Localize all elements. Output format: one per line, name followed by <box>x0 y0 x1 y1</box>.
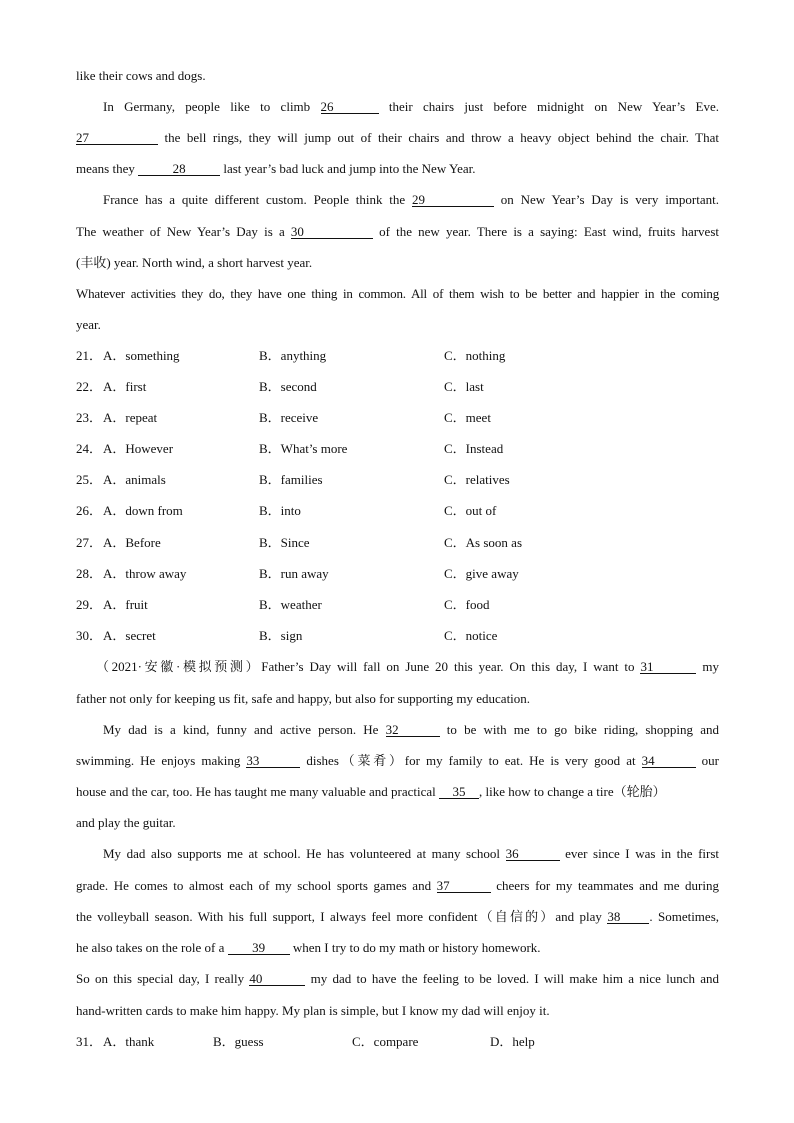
option-a[interactable]: A．something <box>103 348 180 363</box>
passage-line <box>76 224 719 240</box>
option-b[interactable]: B．weather <box>259 597 322 612</box>
text: and play the guitar. <box>76 815 176 830</box>
text: means they <box>76 161 139 176</box>
text: of the new year. There is a saying: East wind, fruits harvest <box>372 224 719 239</box>
text: grade. He comes to almost each of my school sports games and <box>76 878 437 893</box>
question-number: 24． <box>76 441 103 456</box>
option-b[interactable]: B．guess <box>213 1034 264 1049</box>
option-b[interactable]: B．receive <box>259 410 319 425</box>
blank-36[interactable]: 36 <box>506 847 560 861</box>
question-number: 21． <box>76 348 103 363</box>
blank-34[interactable]: 34 <box>642 754 696 768</box>
text: my <box>696 659 719 674</box>
passage-line <box>76 161 719 177</box>
question-row <box>76 410 719 426</box>
passage-line <box>76 1003 719 1019</box>
option-c[interactable]: C．out of <box>444 503 497 518</box>
question-row <box>76 441 719 457</box>
passage-line <box>76 130 719 146</box>
option-a[interactable]: A．fruit <box>103 597 148 612</box>
passage-line <box>76 317 719 333</box>
passage-line <box>103 192 719 208</box>
blank-32[interactable]: 32 <box>386 723 440 737</box>
option-b[interactable]: B．second <box>259 379 317 394</box>
option-c[interactable]: C．compare <box>352 1034 419 1049</box>
text: to be with me to go bike riding, shopping and <box>439 722 719 737</box>
text: The weather of New Year’s Day is a <box>76 224 291 239</box>
blank-26[interactable]: 26 <box>321 100 379 114</box>
blank-35[interactable]: 35 <box>439 785 479 799</box>
option-a[interactable]: A．secret <box>103 628 156 643</box>
text: on New Year’s Day is very important. <box>493 192 719 207</box>
option-c[interactable]: C．notice <box>444 628 498 643</box>
text: my dad to have the feeling to be loved. I will make him a nice lunch and <box>305 971 719 986</box>
option-b[interactable]: B．What’s more <box>259 441 348 456</box>
text: dishes（菜肴）for my family to eat. He is very good at <box>300 753 642 768</box>
text: My dad is a kind, funny and active person. He <box>103 722 386 737</box>
question-number: 27． <box>76 535 103 550</box>
option-a[interactable]: A．animals <box>103 472 166 487</box>
question-row <box>76 348 719 364</box>
option-a[interactable]: A．first <box>103 379 147 394</box>
text: So on this special day, I really <box>76 971 250 986</box>
text: like their cows and dogs. <box>76 68 206 83</box>
blank-39[interactable]: 39 <box>228 941 290 955</box>
text: cheers for my teammates and me during <box>490 878 719 893</box>
option-a[interactable]: A．Before <box>103 535 161 550</box>
passage-line <box>76 255 719 271</box>
blank-29[interactable]: 29 <box>412 193 494 207</box>
passage-line <box>76 909 719 925</box>
question-row <box>76 379 719 395</box>
question-number: 31． <box>76 1034 103 1049</box>
option-b[interactable]: B．families <box>259 472 323 487</box>
text: house and the car, too. He has taught me many valuable and practical <box>76 784 439 799</box>
text: hand-written cards to make him happy. My plan is simple, but I know my dad will enjoy it. <box>76 1003 550 1018</box>
option-b[interactable]: B．run away <box>259 566 329 581</box>
blank-37[interactable]: 37 <box>437 879 491 893</box>
text: France has a quite different custom. People think the <box>103 192 412 207</box>
text: (丰收) year. North wind, a short harvest year. <box>76 255 313 270</box>
blank-28[interactable]: 28 <box>138 162 220 176</box>
question-number: 30． <box>76 628 103 643</box>
passage-line <box>76 815 719 831</box>
text: last year’s bad luck and jump into the New Year. <box>220 161 476 176</box>
text: their chairs just before midnight on New Year’s Eve. <box>378 99 719 114</box>
passage-line <box>76 286 719 302</box>
question-number: 22． <box>76 379 103 394</box>
option-c[interactable]: C．food <box>444 597 490 612</box>
blank-33[interactable]: 33 <box>246 754 300 768</box>
passage-line <box>76 784 719 800</box>
option-b[interactable]: B．Since <box>259 535 310 550</box>
option-c[interactable]: C．meet <box>444 410 491 425</box>
option-a[interactable]: A．down from <box>103 503 183 518</box>
option-c[interactable]: C．As soon as <box>444 535 523 550</box>
option-b[interactable]: B．sign <box>259 628 303 643</box>
question-row <box>76 597 719 613</box>
text: he also takes on the role of a <box>76 940 228 955</box>
text: father not only for keeping us fit, safe and happy, but also for supporting my education. <box>76 691 531 706</box>
passage-line <box>103 99 719 115</box>
question-row <box>76 472 719 488</box>
text: when I try to do my math or history homework. <box>289 940 541 955</box>
blank-38[interactable]: 38 <box>607 910 649 924</box>
option-c[interactable]: C．last <box>444 379 484 394</box>
passage-line <box>76 878 719 894</box>
text: , like how to change a tire（轮胎） <box>478 784 666 799</box>
text: （2021·安徽·模拟预测）Father’s Day will fall on June 20 this year. On this day, I want to <box>96 659 641 674</box>
text: the bell rings, they will jump out of their chairs and throw a heavy object behind the chair. That <box>158 130 719 145</box>
passage-line <box>96 659 719 675</box>
text: . Sometimes, <box>649 909 719 924</box>
option-b[interactable]: B．into <box>259 503 301 518</box>
question-number: 23． <box>76 410 103 425</box>
option-d[interactable]: D．help <box>490 1034 535 1049</box>
text: swimming. He enjoys making <box>76 753 247 768</box>
question-row <box>76 503 719 519</box>
text: year. <box>76 317 101 332</box>
question-row <box>76 1034 719 1050</box>
blank-40[interactable]: 40 <box>249 972 305 986</box>
blank-30[interactable]: 30 <box>291 225 373 239</box>
question-row <box>76 566 719 582</box>
option-a[interactable]: A．However <box>103 441 174 456</box>
passage-line <box>103 722 719 738</box>
passage-line <box>76 753 719 769</box>
blank-31[interactable]: 31 <box>640 660 696 674</box>
question-number: 29． <box>76 597 103 612</box>
option-a[interactable]: A．throw away <box>103 566 187 581</box>
text: Whatever activities they do, they have one thing in common. All of them wish to be better and happier in the coming <box>76 286 719 301</box>
option-c[interactable]: C．relatives <box>444 472 510 487</box>
question-number: 25． <box>76 472 103 487</box>
passage-line <box>76 971 719 987</box>
option-a[interactable]: A．thank <box>103 1034 155 1049</box>
passage-line <box>76 940 719 956</box>
text: ever since I was in the first <box>559 846 720 861</box>
option-a[interactable]: A．repeat <box>103 410 158 425</box>
text: the volleyball season. With his full support, I always feel more confident（自信的）and play <box>76 909 608 924</box>
option-c[interactable]: C．nothing <box>444 348 506 363</box>
text: our <box>695 753 719 768</box>
passage-line <box>76 691 719 707</box>
question-row <box>76 628 719 644</box>
text: My dad also supports me at school. He has volunteered at many school <box>103 846 506 861</box>
text: In Germany, people like to climb <box>103 99 321 114</box>
option-c[interactable]: C．Instead <box>444 441 504 456</box>
question-row <box>76 535 719 551</box>
question-number: 28． <box>76 566 103 581</box>
option-b[interactable]: B．anything <box>259 348 327 363</box>
blank-27[interactable]: 27 <box>76 131 158 145</box>
passage-line <box>103 846 719 862</box>
question-number: 26． <box>76 503 103 518</box>
option-c[interactable]: C．give away <box>444 566 519 581</box>
passage-line <box>76 68 719 84</box>
